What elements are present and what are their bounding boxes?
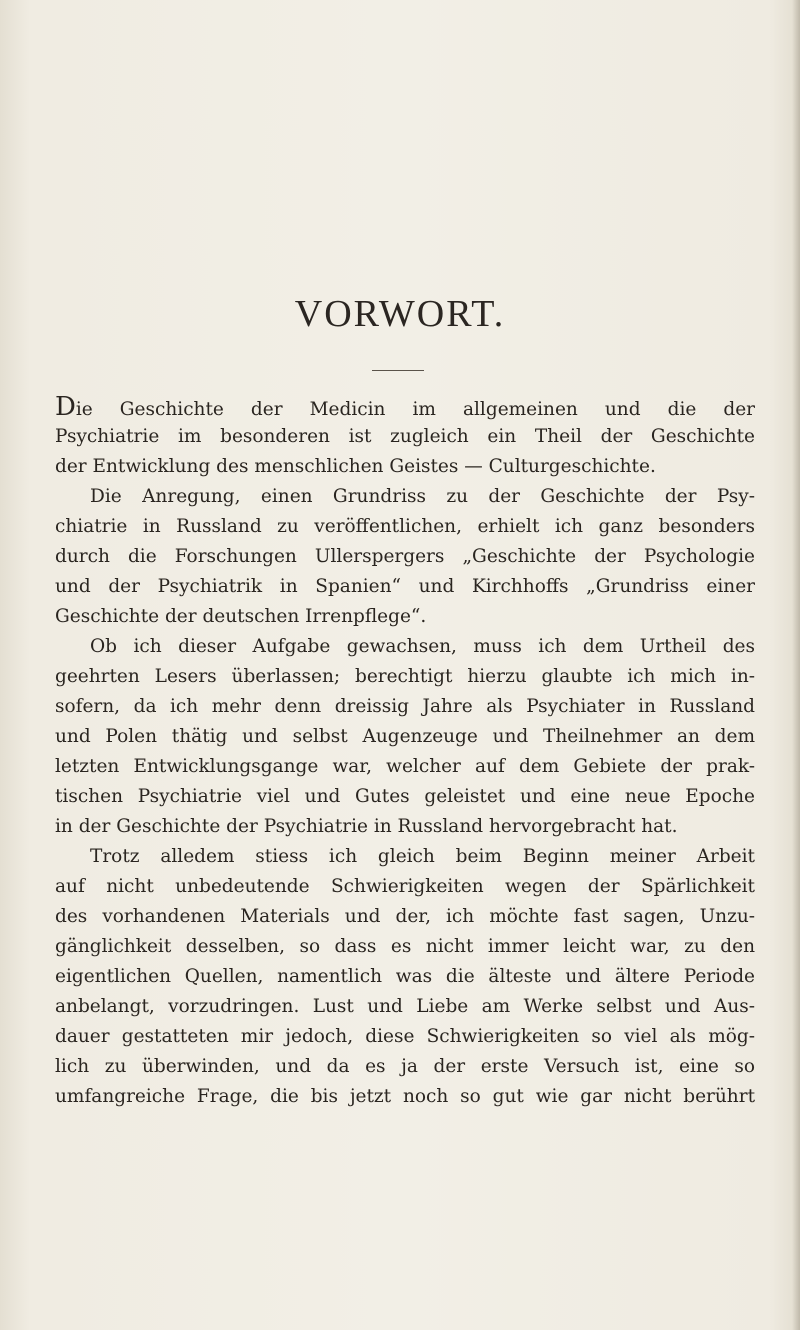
page-heading: VORWORT. (294, 293, 506, 335)
text-line: chiatrie in Russland zu veröffentlichen, erhielt ich ganz besonders (55, 516, 755, 537)
text-line: anbelangt, vorzudringen. Lust und Liebe am Werke selbst und Aus- (55, 996, 755, 1017)
text-line: und Polen thätig und selbst Augenzeuge und Theilnehmer an dem (55, 726, 755, 747)
text-line: auf nicht unbedeutende Schwierigkeiten wegen der Spärlichkeit (55, 876, 755, 897)
text-line: Psychiatrie im besonderen ist zugleich ein Theil der Geschichte (55, 426, 755, 447)
text-line: in der Geschichte der Psychiatrie in Russland hervorgebracht hat. (55, 816, 678, 837)
text-line: dauer gestatteten mir jedoch, diese Schwierigkeiten so viel als mög- (55, 1026, 755, 1047)
drop-cap: D (55, 392, 76, 422)
text-line: gänglichkeit desselben, so dass es nicht immer leicht war, zu den (55, 936, 755, 957)
text-line: Geschichte der deutschen Irrenpflege“. (55, 606, 427, 627)
text-line: der Entwicklung des menschlichen Geistes — Culturgeschichte. (55, 456, 656, 477)
text-line: Die Anregung, einen Grundriss zu der Geschichte der Psy- (90, 486, 755, 507)
text-line: umfangreiche Frage, die bis jetzt noch so gut wie gar nicht berührt (55, 1086, 755, 1107)
text-line: und der Psychiatrik in Spanien“ und Kirchhoffs „Grundriss einer (55, 576, 755, 597)
text-line: lich zu überwinden, und da es ja der erste Versuch ist, eine so (55, 1056, 755, 1077)
text-line: letzten Entwicklungsgange war, welcher auf dem Gebiete der prak- (55, 756, 755, 777)
text-line: sofern, da ich mehr denn dreissig Jahre als Psychiater in Russland (55, 696, 755, 717)
text-line: Trotz alledem stiess ich gleich beim Beginn meiner Arbeit (90, 846, 755, 867)
text-line: geehrten Lesers überlassen; berechtigt hierzu glaubte ich mich in- (55, 666, 755, 687)
line-text: ie Geschichte der Medicin im allgemeinen und die der (75, 399, 755, 420)
page-edge-shadow (792, 0, 800, 1330)
text-line: durch die Forschungen Ullerspergers „Geschichte der Psychologie (55, 546, 755, 567)
heading-divider (372, 370, 424, 371)
text-line: Ob ich dieser Aufgabe gewachsen, muss ich dem Urtheil des (90, 636, 755, 657)
text-line: tischen Psychiatrie viel und Gutes geleistet und eine neue Epoche (55, 786, 755, 807)
text-line (55, 392, 755, 422)
text-line: des vorhandenen Materials und der, ich möchte fast sagen, Unzu- (55, 906, 755, 927)
text-line: eigentlichen Quellen, namentlich was die älteste und ältere Periode (55, 966, 755, 987)
